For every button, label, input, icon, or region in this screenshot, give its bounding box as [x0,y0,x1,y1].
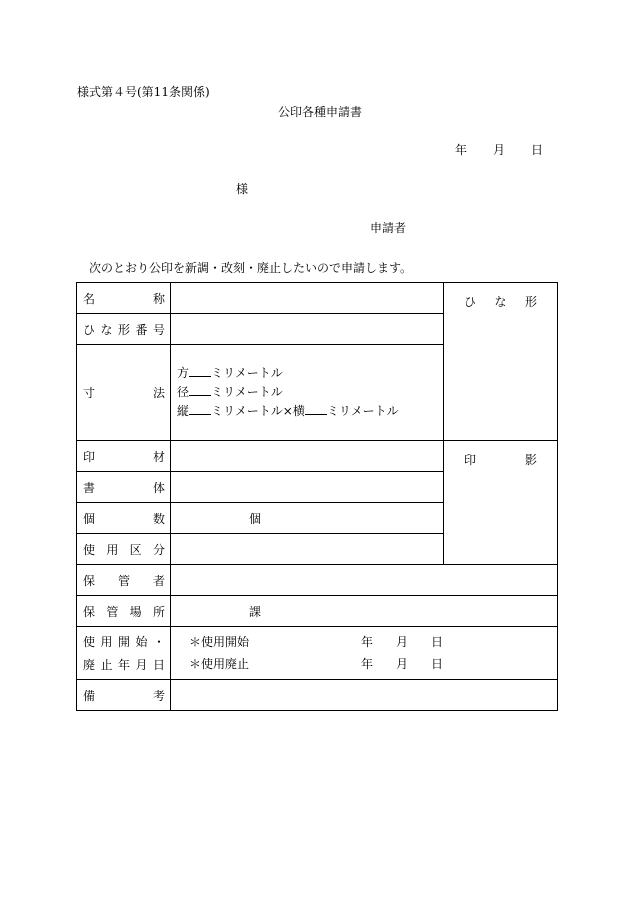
dimension-field[interactable] [171,345,444,441]
start-end-date-field[interactable]: ＊使用開始 年 月 日 ＊使用廃止 年 月 日 [171,627,558,680]
storage-unit: 課 [249,604,262,619]
distributed-label: 印 影 [464,453,537,467]
distributed-label: 保 管 場 所 [83,604,165,619]
intro-text: 次のとおり公印を新調・改刻・廃止したいので申請します。 [89,261,413,275]
label-name [77,283,171,314]
material-field[interactable] [171,441,444,472]
dim-unit: ミリメートル [211,385,283,399]
label-usage-class [77,534,171,565]
storage-place-field[interactable] [171,596,558,627]
distributed-label: 使 用 区 分 [83,542,165,557]
label-typeface [77,472,171,503]
dim-square: 方 [177,366,190,380]
label-count [77,503,171,534]
dim-unit: ミリメートル [326,404,399,418]
date-month: 月 [493,143,506,157]
dim-unit: ミリメートル [211,366,283,380]
date-day: 日 [531,143,544,157]
applicant-label: 申請者 [370,221,407,235]
label-dimension [77,345,171,441]
distributed-label: 名 称 [83,291,165,306]
count-unit: 個 [249,511,262,526]
distributed-label: 保 管 者 [83,573,165,588]
application-table [76,282,558,711]
remarks-field[interactable] [171,680,558,711]
form-number: 様式第４号(第11条関係) [77,85,210,99]
usage-class-field[interactable] [171,534,444,565]
distributed-label: 備 考 [83,688,165,703]
label-custodian [77,565,171,596]
distributed-label: ひ な 形 [464,295,537,309]
label-storage-place [77,596,171,627]
label-remarks [77,680,171,711]
document-title: 公印各種申請書 [278,105,363,119]
distributed-label: ひ な 形 番 号 [83,322,165,337]
dim-times: ×横 [282,404,305,418]
dim-diameter: 径 [177,385,190,399]
typeface-field[interactable] [171,472,444,503]
hinagata-number-field[interactable] [171,314,444,345]
name-field[interactable] [171,283,444,314]
use-start-label: ＊使用開始 [189,635,250,649]
distributed-label: 書 体 [83,480,165,495]
date-year: 年 [455,143,468,157]
dim-vertical: 縦 [177,404,190,418]
addressee-suffix: 様 [236,182,249,196]
impression-cell [444,441,558,565]
distributed-label: 廃 止 年 月 日 [83,658,165,672]
label-material [77,441,171,472]
custodian-field[interactable] [171,565,558,596]
distributed-label: 印 材 [83,449,165,464]
distributed-label: 個 数 [83,511,165,526]
date-line [455,144,543,156]
hinagata-cell [444,283,558,441]
use-end-label: ＊使用廃止 [189,657,250,671]
label-start-end-date [77,627,171,680]
label-hinagata-number [77,314,171,345]
count-field[interactable] [171,503,444,534]
distributed-label: 使 用 開 始 ・ [83,635,165,649]
dim-unit: ミリメートル [211,404,283,418]
distributed-label: 寸 法 [83,386,165,400]
